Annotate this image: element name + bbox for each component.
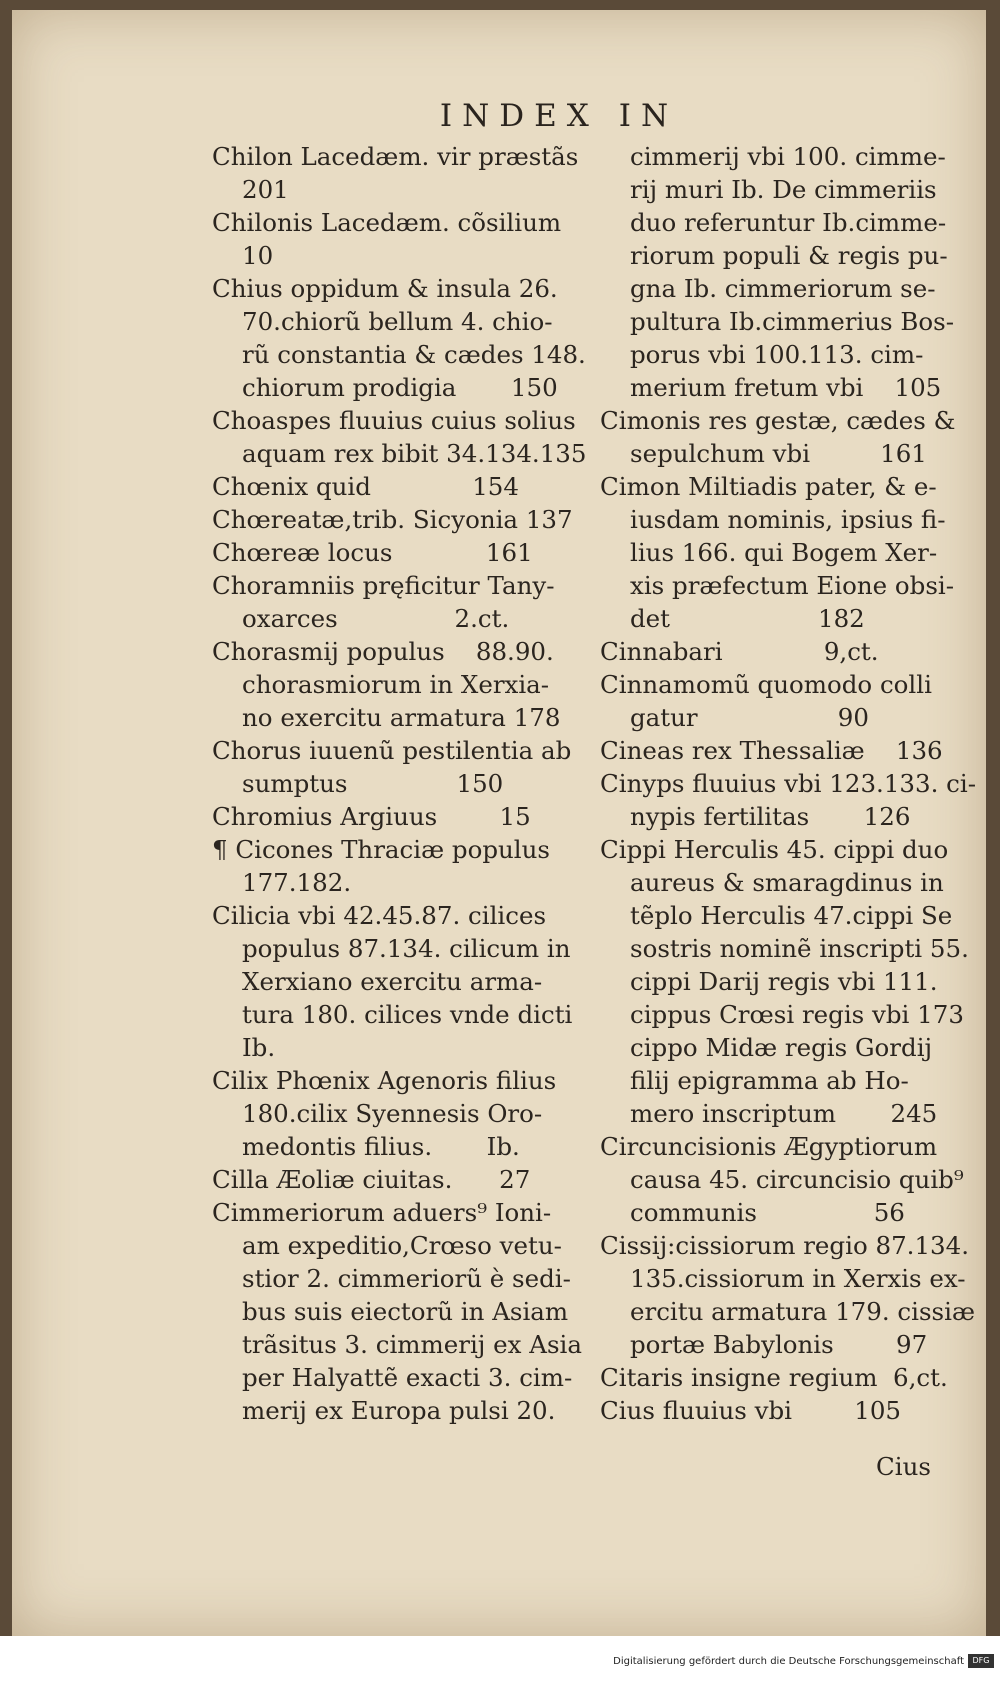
- index-line: cippi Darij regis vbi 111.: [630, 967, 938, 996]
- index-line: 201: [242, 175, 289, 204]
- index-line: chiorum prodigia 150: [242, 373, 558, 402]
- index-line: Chromius Argiuus 15: [212, 802, 531, 831]
- index-line: Cissij:cissiorum regio 87.134.: [600, 1231, 969, 1260]
- index-line: populus 87.134. cilicum in: [242, 934, 571, 963]
- index-line: ercitu armatura 179. cissiæ: [630, 1297, 975, 1326]
- index-line: aureus & smaragdinus in: [630, 868, 944, 897]
- index-line: merium fretum vbi 105: [630, 373, 942, 402]
- index-line: Cimmeriorum aduers⁹ Ioni-: [212, 1198, 552, 1227]
- index-line: pultura Ib.cimmerius Bos-: [630, 307, 954, 336]
- index-line: Cilicia vbi 42.45.87. cilices: [212, 901, 547, 930]
- index-line: 180.cilix Syennesis Oro-: [242, 1099, 543, 1128]
- index-line: Circuncisionis Ægyptiorum: [600, 1132, 938, 1161]
- index-column-left: [212, 140, 587, 1427]
- index-line: Cinyps fluuius vbi 123.133. ci-: [600, 769, 976, 798]
- index-line: duo referuntur Ib.cimme-: [630, 208, 947, 237]
- index-line: Chorus iuuenũ pestilentia ab: [212, 736, 572, 765]
- funding-note: Digitalisierung gefördert durch die Deutsche Forschungsgemeinschaft: [613, 1656, 964, 1667]
- index-line: Xerxiano exercitu arma-: [242, 967, 543, 996]
- index-line: tẽplo Herculis 47.cippi Se: [630, 901, 953, 930]
- index-line: cippus Crœsi regis vbi 173: [630, 1000, 964, 1029]
- index-line: det 182: [630, 604, 865, 633]
- index-line: Chœnix quid 154: [212, 472, 519, 501]
- index-line: Chius oppidum & insula 26.: [212, 274, 558, 303]
- index-line: tura 180. cilices vnde dicti: [242, 1000, 573, 1029]
- footer-bar: [0, 1636, 1000, 1684]
- index-line: merij ex Europa pulsi 20.: [242, 1396, 556, 1425]
- index-line: sumptus 150: [242, 769, 504, 798]
- index-line: lius 166. qui Bogem Xer-: [630, 538, 938, 567]
- book-page: [12, 10, 986, 1636]
- index-line: Cineas rex Thessaliæ 136: [600, 736, 943, 765]
- index-line: Citaris insigne regium 6,ct.: [600, 1363, 948, 1392]
- index-line: gna Ib. cimmeriorum se-: [630, 274, 936, 303]
- index-line: Chœreæ locus 161: [212, 538, 533, 567]
- index-line: sostris nominẽ inscripti 55.: [630, 934, 969, 963]
- index-line: nypis fertilitas 126: [630, 802, 911, 831]
- dfg-logo: DFG: [968, 1654, 994, 1668]
- index-line: no exercitu armatura 178: [242, 703, 561, 732]
- index-line: riorum populi & regis pu-: [630, 241, 948, 270]
- index-line: iusdam nominis, ipsius fi-: [630, 505, 946, 534]
- index-line: causa 45. circuncisio quib⁹: [630, 1165, 964, 1194]
- index-line: trãsitus 3. cimmerij ex Asia: [242, 1330, 582, 1359]
- index-line: sepulchum vbi 161: [630, 439, 927, 468]
- index-line: oxarces 2.ct.: [242, 604, 510, 633]
- index-line: Chorasmij populus 88.90.: [212, 637, 554, 666]
- index-line: 10: [242, 241, 274, 270]
- catchword: Cius: [876, 1452, 931, 1481]
- index-line: per Halyattẽ exacti 3. cim-: [242, 1363, 573, 1392]
- index-line: stior 2. cimmeriorũ è sedi-: [242, 1264, 571, 1293]
- running-header: INDEX IN: [439, 98, 679, 134]
- index-line: Cimonis res gestæ, cædes &: [600, 406, 956, 435]
- index-line: cimmerij vbi 100. cimme-: [630, 142, 946, 171]
- index-line: Choramniis pręficitur Tany-: [212, 571, 555, 600]
- index-line: Cippi Herculis 45. cippi duo: [600, 835, 949, 864]
- index-line: xis præfectum Eione obsi-: [630, 571, 955, 600]
- index-line: Cinnamomũ quomodo colli: [600, 670, 932, 699]
- index-line: Cilla Æoliæ ciuitas. 27: [212, 1165, 531, 1194]
- index-line: Ib.: [242, 1033, 276, 1062]
- index-line: porus vbi 100.113. cim-: [630, 340, 924, 369]
- index-line: mero inscriptum 245: [630, 1099, 938, 1128]
- index-line: Chilon Lacedæm. vir præstãs: [212, 142, 579, 171]
- index-line: 135.cissiorum in Xerxis ex-: [630, 1264, 966, 1293]
- index-line: 177.182.: [242, 868, 352, 897]
- index-line: Chœreatæ,trib. Sicyonia 137: [212, 505, 573, 534]
- index-line: gatur 90: [630, 703, 869, 732]
- index-line: bus suis eiectorũ in Asiam: [242, 1297, 569, 1326]
- index-line: Cius fluuius vbi 105: [600, 1396, 902, 1425]
- index-line: cippo Midæ regis Gordij: [630, 1033, 933, 1062]
- index-line: Cimon Miltiadis pater, & e-: [600, 472, 937, 501]
- index-line: communis 56: [630, 1198, 905, 1227]
- index-line: ¶ Cicones Thraciæ populus: [212, 835, 550, 864]
- index-column-right: [600, 140, 976, 1427]
- index-line: Choaspes fluuius cuius solius: [212, 406, 576, 435]
- index-line: filij epigramma ab Ho-: [630, 1066, 909, 1095]
- index-line: Cinnabari 9,ct.: [600, 637, 879, 666]
- index-line: chorasmiorum in Xerxia-: [242, 670, 550, 699]
- index-line: 70.chiorũ bellum 4. chio-: [242, 307, 553, 336]
- index-line: medontis filius. Ib.: [242, 1132, 520, 1161]
- index-line: Cilix Phœnix Agenoris filius: [212, 1066, 557, 1095]
- index-line: am expeditio,Crœso vetu-: [242, 1231, 562, 1260]
- index-line: rij muri Ib. De cimmeriis: [630, 175, 937, 204]
- index-line: aquam rex bibit 34.134.135: [242, 439, 587, 468]
- index-line: portæ Babylonis 97: [630, 1330, 928, 1359]
- index-line: rũ constantia & cædes 148.: [242, 340, 586, 369]
- index-line: Chilonis Lacedæm. cõsilium: [212, 208, 562, 237]
